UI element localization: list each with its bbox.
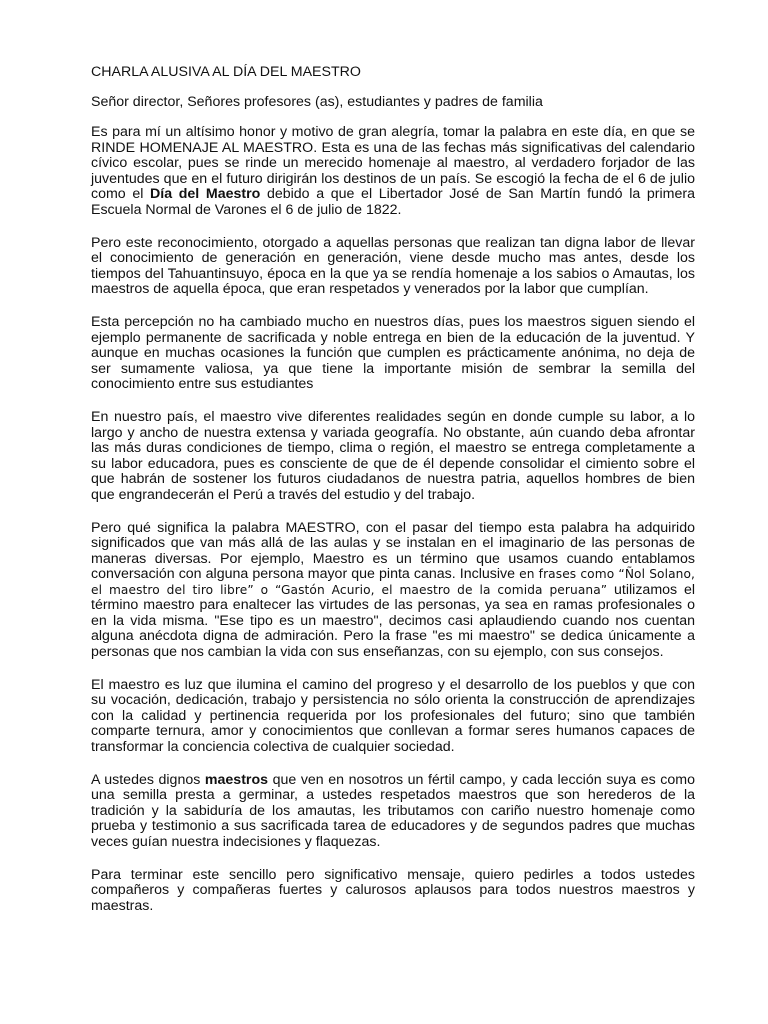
- paragraph-4: En nuestro país, el maestro vive diferentes realidades según en donde cumple su labor, a lo largo y ancho de nuestra extensa y variada geografía. No obstante, aún cuando deba afrontar las más duras condiciones de tiempo, clima o región, el maestro se entrega completamente a su labor educadora, pues es consciente de que de él depende consolidar el cimiento sobre el que habrán de sostener los futuros ciudadanos de nuestra patria, aquellos hombres de bien que engrandecerán el Perú a través del estudio y del trabajo.: [91, 409, 695, 503]
- paragraph-1-text-a: Es para mí un altísimo honor y motivo de gran alegría, tomar la palabra en este día, en que se RINDE HOMENAJE AL MAESTRO. Esta es una de las fechas más significativas del calendario cívico escolar, pues se rinde un merecido homenaje al maestro, al verdadero forjador de las juventudes que en el futuro dirigirán los destinos de un país. Se escogió la fecha de el 6 de julio como el: [91, 124, 695, 202]
- paragraph-2: Pero este reconocimiento, otorgado a aquellas personas que realizan tan digna labor de llevar el conocimiento de generación en generación, viene desde mucho mas antes, desde los tiempos del Tahuantinsuyo, época en la que ya se rendía homenaje a los sabios o Amautas, los maestros de aquella época, que eran respetados y venerados por la labor que cumplían.: [91, 234, 695, 297]
- paragraph-8: Para terminar este sencillo pero significativo mensaje, quiero pedirles a todos ustedes compañeros y compañeras fuertes y calurosos aplausos para todos nuestros maestros y maestras.: [91, 866, 695, 914]
- paragraph-5-text-b: utilizamos el término maestro para enaltecer las virtudes de las personas, ya sea en ramas profesionales o en la vida misma. "Ese tipo es un maestro", decimos casi aplaudiendo cuando nos cuentan alguna anécdota digna de admiración. Pero la frase "es mi maestro" se dedica únicamente a personas que nos cambian la vida con sus enseñanzas, con su ejemplo, con sus consejos.: [91, 581, 695, 660]
- paragraph-7-text-a: A ustedes dignos: [91, 771, 205, 788]
- paragraph-7: [91, 773, 695, 851]
- dia-del-maestro-bold: Día del Maestro: [150, 186, 261, 202]
- paragraph-5-text-a: Pero qué significa la palabra MAESTRO, con el pasar del tiempo esta palabra ha adquirido significados que van más allá de las aulas y se instalan en el imaginario de las personas de maneras diversas. Por ejemplo, Maestro es un término que usamos cuando entablamos conversación con alguna persona mayor que pinta canas. Inclusive: [91, 519, 695, 582]
- paragraph-7-text-b: que ven en nosotros un fértil campo, y cada lección suya es como una semilla presta a germinar, a ustedes respetados maestros que son herederos de la tradición y la sabiduría de los amautas, les tributamos con cariño nuestro homenaje como prueba y testimonio a sus sacrificada tarea de educadores y de segundos padres que muchas veces guían nuestra indecisiones y flaquezas.: [91, 771, 695, 850]
- document-page: [91, 63, 695, 932]
- paragraph-3: Esta percepción no ha cambiado mucho en nuestros días, pues los maestros siguen siendo el ejemplo permanente de sacrificada y noble entrega en bien de la educación de la juventud. Y aunque en muchas ocasiones la función que cumplen es prácticamente anónima, no deja de ser sumamente valiosa, ya que tiene la importante misión de sembrar la semilla del conocimiento entre sus estudiantes: [91, 314, 695, 392]
- paragraph-6: El maestro es luz que ilumina el camino del progreso y el desarrollo de los pueblos y que con su vocación, dedicación, trabajo y persistencia no sólo orienta la construcción de aprendizajes con la calidad y pertinencia requerida por los profesionales del futuro; sino que también comparte ternura, amor y conocimientos que conllevan a formar seres humanos capaces de transformar la conciencia colectiva de cualquier sociedad.: [91, 676, 695, 755]
- maestros-bold: maestros: [204, 771, 268, 788]
- paragraph-5: [91, 521, 695, 661]
- paragraph-1: [91, 125, 695, 218]
- paragraph-5-quoted-examples: en frases como “Ñol Solano, el maestro del tiro libre” o “Gastón Acurio, el maestro de la comida peruana”: [91, 567, 696, 597]
- paragraph-1-text-b: debido a que el Libertador José de San Martín fundó la primera Escuela Normal de Varones el 6 de julio de 1822.: [91, 186, 695, 218]
- greeting-line: Señor director, Señores profesores (as), estudiantes y padres de familia: [91, 94, 543, 110]
- document-title: CHARLA ALUSIVA AL DÍA DEL MAESTRO: [91, 64, 361, 80]
